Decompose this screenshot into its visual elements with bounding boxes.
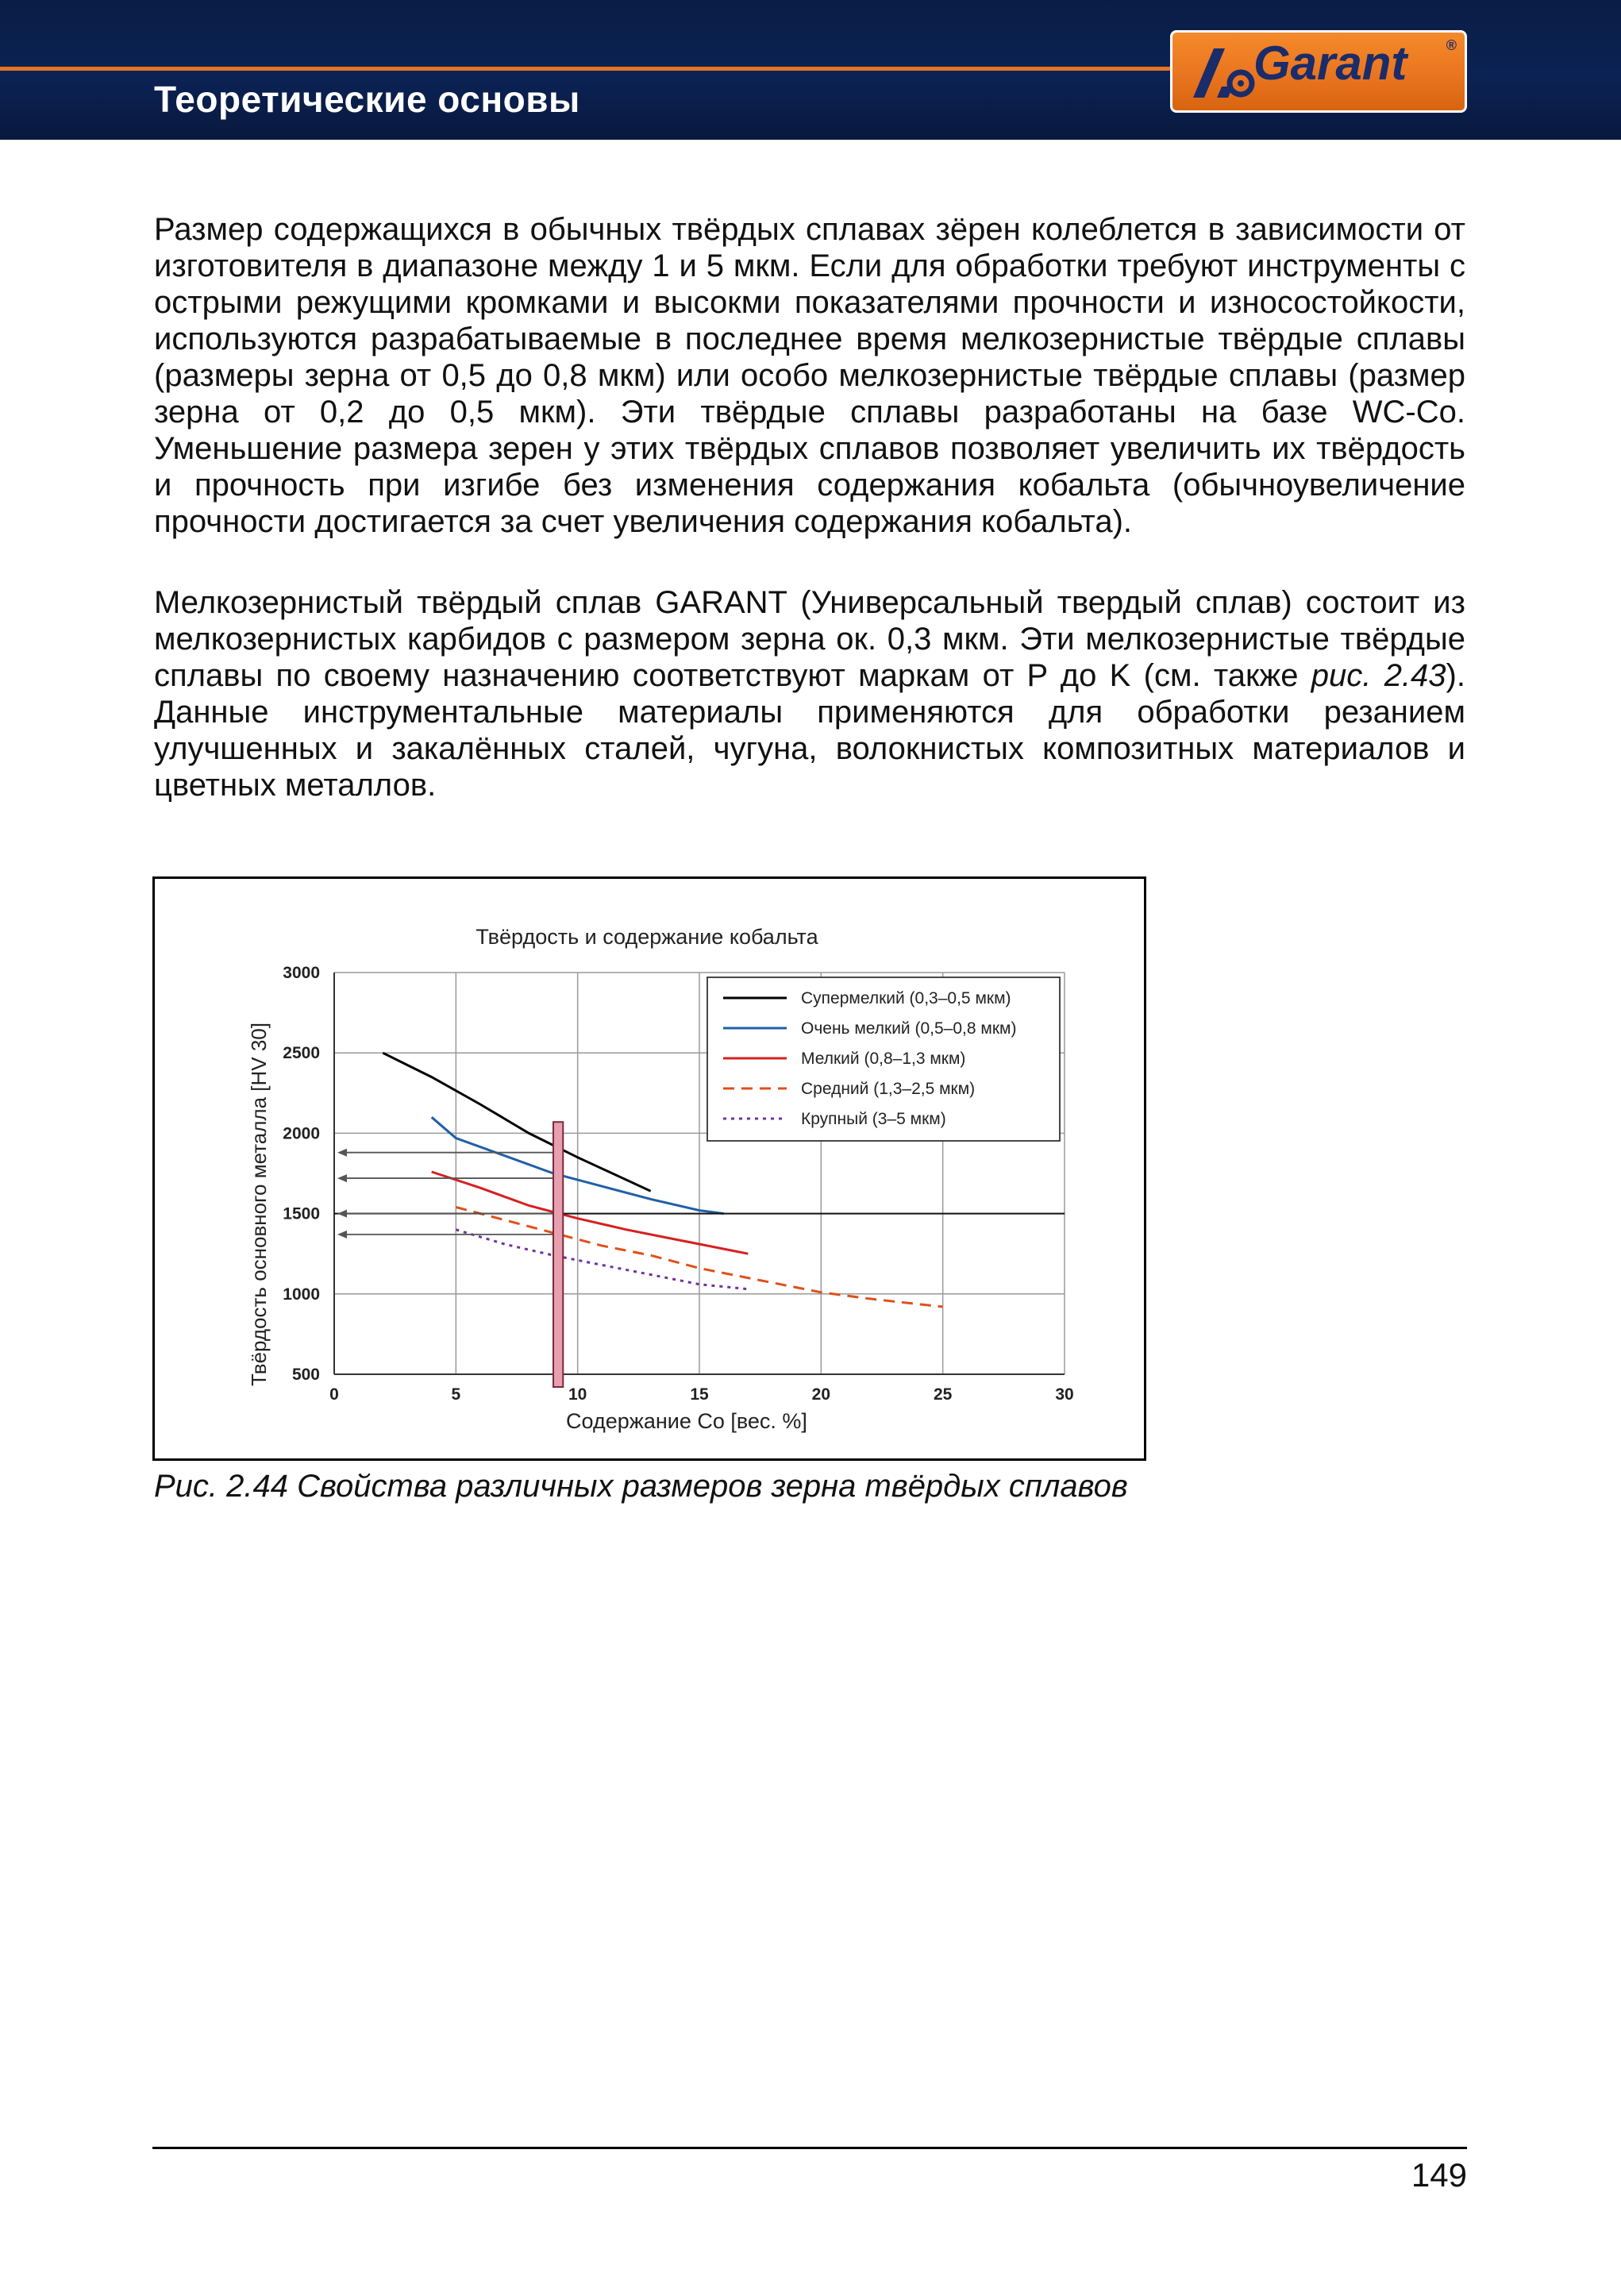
reference-arrow-head xyxy=(337,1174,347,1182)
logo-wordmark: Garant xyxy=(1253,37,1407,90)
reference-arrow-head xyxy=(337,1231,347,1239)
chart-title: Твёрдость и содержание кобальта xyxy=(476,925,818,949)
reference-arrow-head xyxy=(337,1210,347,1218)
chart-legend xyxy=(707,977,1060,1141)
page-number: 149 xyxy=(1411,2156,1467,2194)
footer-rule xyxy=(152,2147,1467,2149)
legend-entry-label: Супермелкий (0,3–0,5 мкм) xyxy=(801,989,1011,1007)
series-line xyxy=(383,1053,650,1191)
x-tick-label: 20 xyxy=(811,1385,831,1404)
paragraph-text: Мелкозернистый твёрдый сплав GARANT (Универсальный твердый сплав) состоит из мелкозернистых карбидов с размером зерна ок. 0,3 мкм. Эти мелкозернистые твёрдые сплавы по своему назначению соответствуют маркам от P до K (см. также xyxy=(154,585,1465,693)
x-tick-label: 25 xyxy=(933,1385,953,1404)
reference-arrow-head xyxy=(337,1149,347,1157)
hardness-cobalt-chart xyxy=(155,879,1144,1458)
y-tick-label: 2000 xyxy=(283,1124,320,1143)
cobalt-reference-band xyxy=(553,1122,563,1387)
legend-entry-label: Средний (1,3–2,5 мкм) xyxy=(801,1080,976,1098)
logo-registered-mark: ® xyxy=(1446,37,1457,53)
x-tick-label: 15 xyxy=(690,1385,709,1404)
garant-logo xyxy=(1170,30,1467,113)
figure-frame xyxy=(152,876,1146,1461)
y-axis-label: Твёрдость основного металла [HV 30] xyxy=(247,1023,271,1386)
y-tick-label: 1000 xyxy=(283,1285,320,1304)
legend-entry-label: Крупный (3–5 мкм) xyxy=(801,1110,946,1128)
x-tick-label: 5 xyxy=(451,1385,461,1404)
y-tick-label: 500 xyxy=(291,1366,320,1384)
legend-entry-label: Мелкий (0,8–1,3 мкм) xyxy=(801,1050,966,1068)
y-tick-label: 1500 xyxy=(283,1204,320,1223)
x-tick-label: 0 xyxy=(329,1385,339,1404)
garant-logo-symbol-icon xyxy=(1190,44,1261,101)
paragraph-grain-size: Размер содержащихся в обычных твёрдых сплавах зёрен колеблется в зависимости от изготовителя в диапазоне между 1 и 5 мкм. Если для обработки требуют инструменты с острыми режущими кромками и высокми показателями прочности и износостойкости, используются разрабатываемые в последнее время мелкозернистые твёрдые сплавы (размеры зерна от 0,5 до 0,8 мкм) или особо мелкозернистые твёрдые сплавы (размер зерна от 0,2 до 0,5 мкм). Эти твёрдые сплавы разработаны на базе WC-Co. Уменьшение размера зерен у этих твёрдых сплавов позволяет увеличить их твёрдость и прочность при изгибе без изменения содержания кобальта (обычноувеличение прочности достигается за счет увеличения содержания кобальта). xyxy=(154,212,1465,539)
x-tick-label: 10 xyxy=(568,1385,587,1404)
x-tick-label: 30 xyxy=(1055,1385,1074,1404)
series-line xyxy=(456,1230,748,1289)
section-title: Теоретические основы xyxy=(154,79,580,120)
y-tick-label: 2500 xyxy=(283,1044,320,1063)
y-tick-label: 3000 xyxy=(283,964,320,982)
header-accent-line xyxy=(0,67,1175,71)
paragraph-garant-alloy xyxy=(154,584,1465,803)
legend-entry-label: Очень мелкий (0,5–0,8 мкм) xyxy=(801,1019,1017,1038)
paragraph-text: ). Данные инструментальные материалы применяются для обработки резанием улучшенных и закалённых сталей, чугуна, волокнистых композитных материалов и цветных металлов. xyxy=(154,658,1465,803)
x-axis-label: Содержание Co [вес. %] xyxy=(566,1409,807,1433)
figure-reference-link[interactable]: рис. 2.43 xyxy=(1311,658,1446,693)
figure-caption: Рис. 2.44 Свойства различных размеров зерна твёрдых сплавов xyxy=(154,1469,1128,1504)
